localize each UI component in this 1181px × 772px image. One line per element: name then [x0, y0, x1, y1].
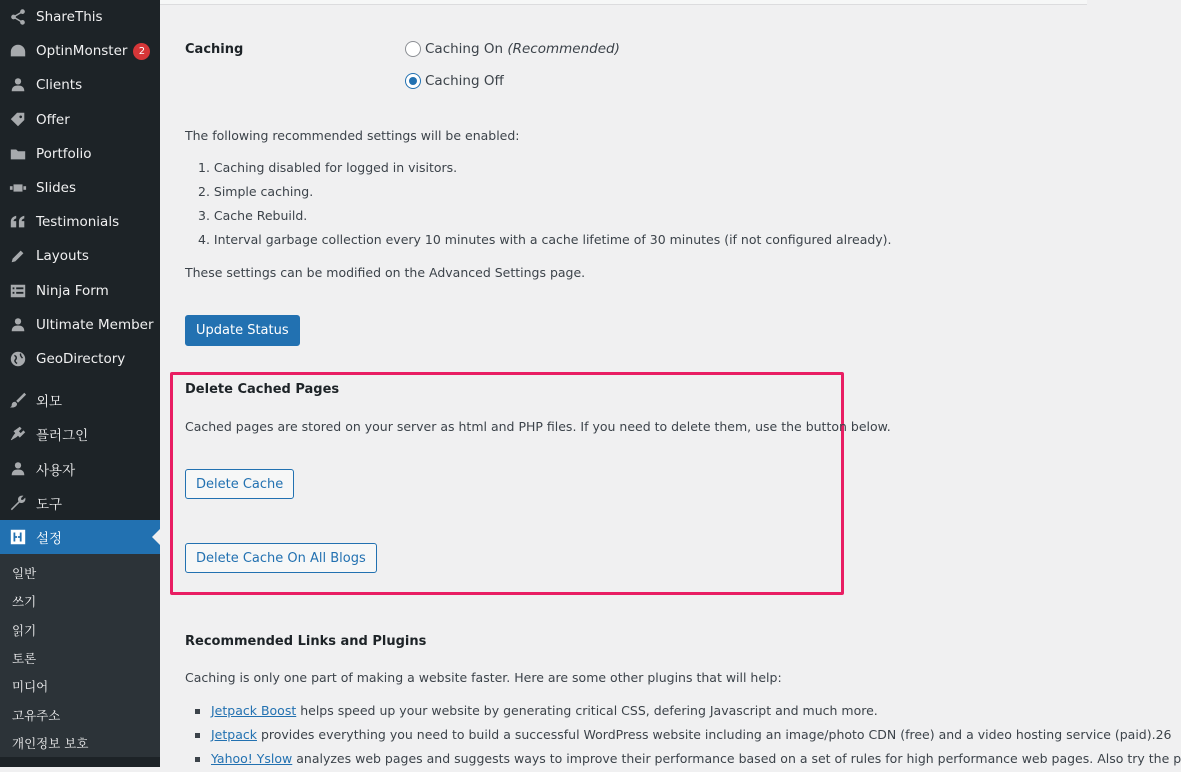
folder-icon [8, 144, 28, 164]
sidebar-item-settings[interactable] [0, 520, 160, 554]
sidebar-item-label: Ultimate Member [36, 316, 154, 333]
links-section-intro: Caching is only one part of making a website faster. Here are some other plugins that will help: [185, 670, 782, 685]
sidebar-item-label: 사용자 [36, 462, 76, 479]
settings-icon [8, 527, 28, 547]
wrench-icon [8, 493, 28, 513]
sidebar-item-users[interactable] [0, 451, 160, 485]
submenu-item-reading[interactable]: 읽기 [12, 622, 37, 638]
sidebar-item-label: Clients [36, 77, 83, 94]
caching-off-label: Caching Off [425, 73, 504, 89]
form-icon [8, 281, 28, 301]
sidebar-item-label: 플러그인 [36, 428, 89, 445]
sidebar-item-clients[interactable] [0, 68, 160, 102]
sidebar-item-offer[interactable] [0, 103, 160, 137]
plugin-links-list [195, 700, 1181, 772]
list-item: 4. Interval garbage collection every 10 minutes with a cache lifetime of 30 minutes (if not configured already). [198, 232, 892, 247]
user-icon [8, 459, 28, 479]
tag-icon [8, 110, 28, 130]
links-section-title: Recommended Links and Plugins [185, 634, 427, 649]
delete-section-description: Cached pages are stored on your server as html and PHP files. If you need to delete them, use the button below. [185, 419, 891, 434]
sidebar-item-label: 외모 [36, 394, 63, 411]
settings-note: These settings can be modified on the Advanced Settings page. [185, 265, 586, 280]
sidebar-item-plugins[interactable] [0, 417, 160, 451]
list-item: 3. Cache Rebuild. [198, 208, 308, 223]
caching-on-radio[interactable] [405, 41, 421, 57]
sidebar-item-label: Layouts [36, 248, 89, 265]
notification-badge: 2 [133, 43, 150, 60]
delete-cache-button[interactable]: Delete Cache [185, 469, 294, 499]
optinmonster-icon [8, 41, 28, 61]
list-item: 2. Simple caching. [198, 184, 314, 199]
sidebar-item-tools[interactable] [0, 486, 160, 520]
globe-icon [8, 349, 28, 369]
list-item: Jetpack Boost helps speed up your website by generating critical CSS, defering Javascript and much more. [195, 700, 1181, 724]
submenu-item-writing[interactable]: 쓰기 [12, 594, 37, 610]
sidebar-item-ninja-form[interactable] [0, 274, 160, 308]
yahoo-yslow-link[interactable]: Yahoo! Yslow [211, 751, 293, 766]
sidebar-item-ultimate-member[interactable] [0, 308, 160, 342]
sidebar-item-testimonials[interactable] [0, 205, 160, 239]
plugin-icon [8, 424, 28, 444]
sidebar-item-label: 도구 [36, 496, 63, 513]
sidebar-item-label: ShareThis [36, 9, 103, 26]
caching-off-radio[interactable] [405, 73, 421, 89]
update-status-button[interactable]: Update Status [185, 315, 300, 346]
top-divider [160, 0, 1087, 5]
brush-icon [8, 390, 28, 410]
jetpack-link[interactable]: Jetpack [211, 727, 257, 742]
submenu-item-permalinks[interactable]: 고유주소 [12, 707, 61, 723]
caching-on-label: Caching On [425, 41, 504, 57]
submenu-item-discussion[interactable]: 토론 [12, 651, 37, 667]
submenu-item-general[interactable]: 일반 [12, 566, 37, 582]
sidebar-item-sharethis[interactable] [0, 0, 160, 34]
delete-section-title: Delete Cached Pages [185, 382, 340, 397]
recommended-settings-list [198, 158, 892, 254]
sidebar-item-label: Ninja Form [36, 282, 109, 299]
caching-off-option[interactable] [405, 73, 504, 89]
submenu-item-media[interactable]: 미디어 [12, 679, 49, 695]
sidebar-item-label: OptinMonster [36, 43, 128, 60]
caching-label: Caching [185, 42, 244, 57]
pencil-icon [8, 246, 28, 266]
sidebar-item-label: Slides [36, 180, 76, 197]
sidebar-item-label: Offer [36, 111, 70, 128]
list-item: Yahoo! Yslow analyzes web pages and suggests ways to improve their performance based on a set of rules for high performance web pages. Also try the p [195, 748, 1181, 772]
submenu-item-privacy[interactable]: 개인정보 보호 [12, 735, 89, 751]
sidebar-item-label: GeoDirectory [36, 350, 126, 367]
sidebar-item-layouts[interactable] [0, 239, 160, 273]
list-item: Jetpack provides everything you need to build a successful WordPress website including an image/photo CDN (free) and a video hosting service (paid).26 [195, 724, 1181, 748]
sidebar-item-label: Portfolio [36, 145, 92, 162]
slides-icon [8, 178, 28, 198]
caching-on-option[interactable] [405, 41, 620, 57]
quote-icon [8, 212, 28, 232]
delete-cache-all-blogs-button[interactable]: Delete Cache On All Blogs [185, 543, 377, 573]
main-content [160, 0, 1181, 767]
sidebar-item-optinmonster[interactable] [0, 34, 160, 68]
sidebar-item-portfolio[interactable] [0, 137, 160, 171]
user-icon [8, 315, 28, 335]
sidebar-item-label: 설정 [36, 530, 63, 547]
recommended-note: (Recommended) [507, 41, 620, 57]
recommended-intro: The following recommended settings will be enabled: [185, 128, 520, 143]
settings-submenu [0, 554, 160, 757]
share-icon [8, 7, 28, 27]
sidebar-item-appearance[interactable] [0, 383, 160, 417]
sidebar-item-slides[interactable] [0, 171, 160, 205]
jetpack-boost-link[interactable]: Jetpack Boost [211, 703, 297, 718]
sidebar-item-geodirectory[interactable] [0, 342, 160, 376]
user-icon [8, 75, 28, 95]
admin-sidebar [0, 0, 160, 767]
list-item: 1. Caching disabled for logged in visitors. [198, 160, 458, 175]
sidebar-item-label: Testimonials [36, 214, 120, 231]
